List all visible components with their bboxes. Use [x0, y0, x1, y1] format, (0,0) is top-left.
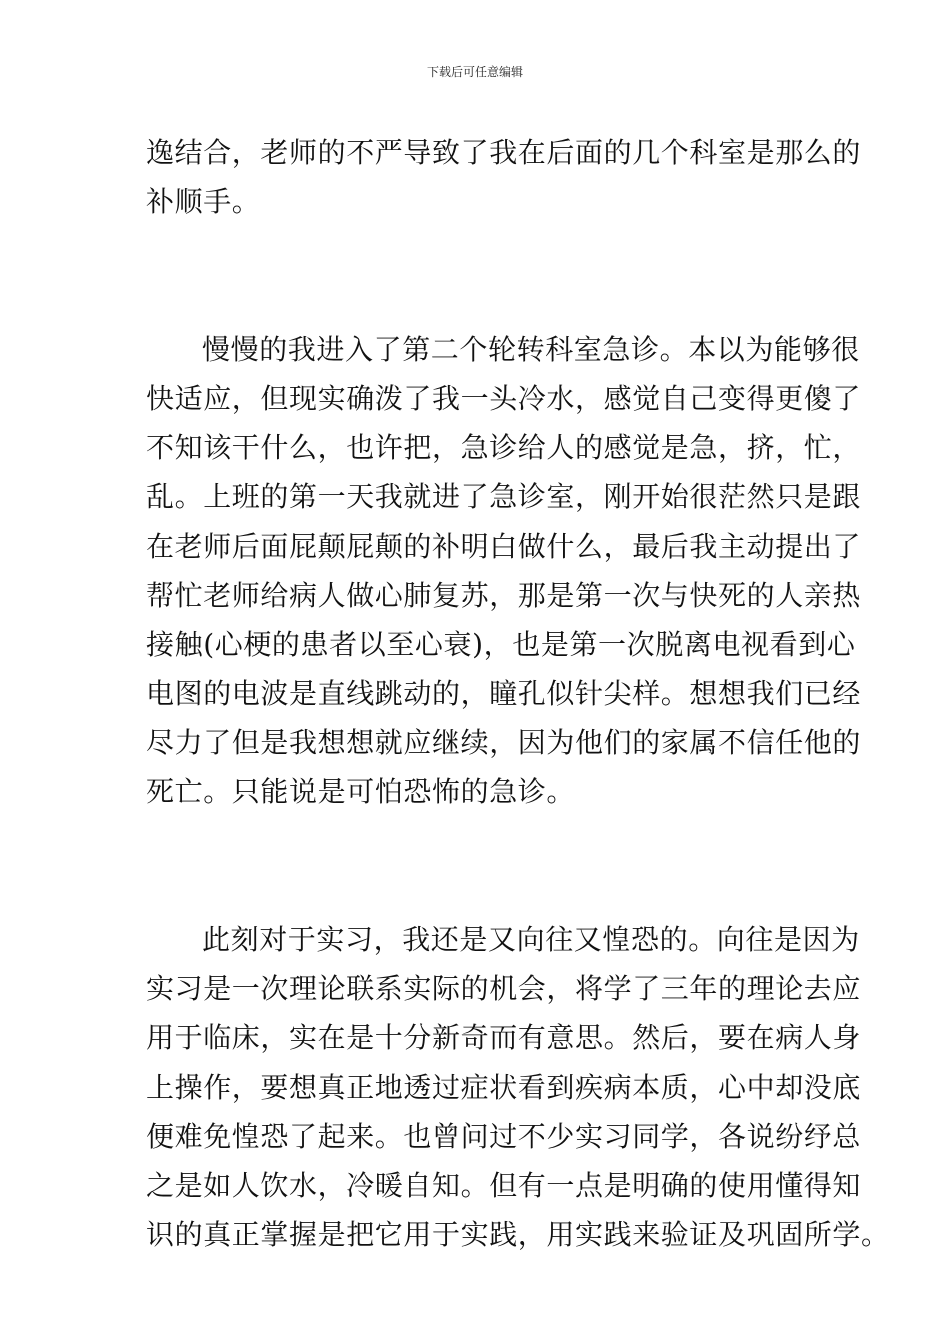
paragraph-spacer	[146, 866, 818, 915]
paragraph-line: 慢慢的我进入了第二个轮转科室急诊。本以为能够很	[202, 332, 860, 366]
paragraph-line: 此刻对于实习，我还是又向往又惶恐的。向往是因为	[202, 923, 860, 956]
paragraph-spacer	[146, 817, 818, 866]
paragraph-spacer	[146, 276, 818, 325]
paragraph-line: 接触(心梗的患者以至心衰)，也是第一次脱离电视看到心	[146, 627, 856, 661]
paragraph-line: 识的真正掌握是把它用于实践，用实践来验证及巩固所学。	[146, 1218, 890, 1252]
paragraph-line: 乱。上班的第一天我就进了急诊室，刚开始很茫然只是跟	[146, 480, 862, 514]
paragraph-line: 死亡。只能说是可怕恐怖的急诊。	[146, 775, 576, 809]
paragraph-2	[146, 325, 862, 817]
document-body	[146, 128, 890, 1259]
paragraph-line: 补顺手。	[146, 185, 261, 219]
paragraph-spacer	[146, 226, 818, 275]
paragraph-1	[146, 128, 862, 226]
paragraph-line: 帮忙老师给病人做心肺复苏，那是第一次与快死的人亲热	[146, 578, 862, 612]
paragraph-line: 用于临床，实在是十分新奇而有意思。然后，要在病人身	[146, 1021, 862, 1055]
paragraph-3	[146, 915, 890, 1259]
paragraph-line: 便难免惶恐了起来。也曾问过不少实习同学，各说纷纾总	[146, 1119, 862, 1153]
paragraph-line: 不知该干什么，也许把，急诊给人的感觉是急，挤，忙，	[146, 431, 862, 465]
paragraph-line: 电图的电波是直线跳动的，瞳孔似针尖样。想想我们已经	[146, 677, 862, 711]
paragraph-line: 尽力了但是我想想就应继续，因为他们的家属不信任他的	[146, 726, 862, 760]
paragraph-line: 实习是一次理论联系实际的机会，将学了三年的理论去应	[146, 972, 862, 1006]
paragraph-line: 在老师后面屁颠屁颠的补明白做什么，最后我主动提出了	[146, 529, 862, 563]
paragraph-line: 逸结合，老师的不严导致了我在后面的几个科室是那么的	[146, 136, 862, 169]
paragraph-line: 上操作，要想真正地透过症状看到疾病本质，心中却没底	[146, 1070, 862, 1104]
paragraph-line: 快适应，但现实确泼了我一头冷水，感觉自己变得更傻了	[146, 381, 862, 415]
paragraph-line: 之是如人饮水，冷暖自知。但有一点是明确的使用懂得知	[146, 1168, 862, 1202]
page-header: 下载后可任意编辑	[426, 65, 523, 79]
